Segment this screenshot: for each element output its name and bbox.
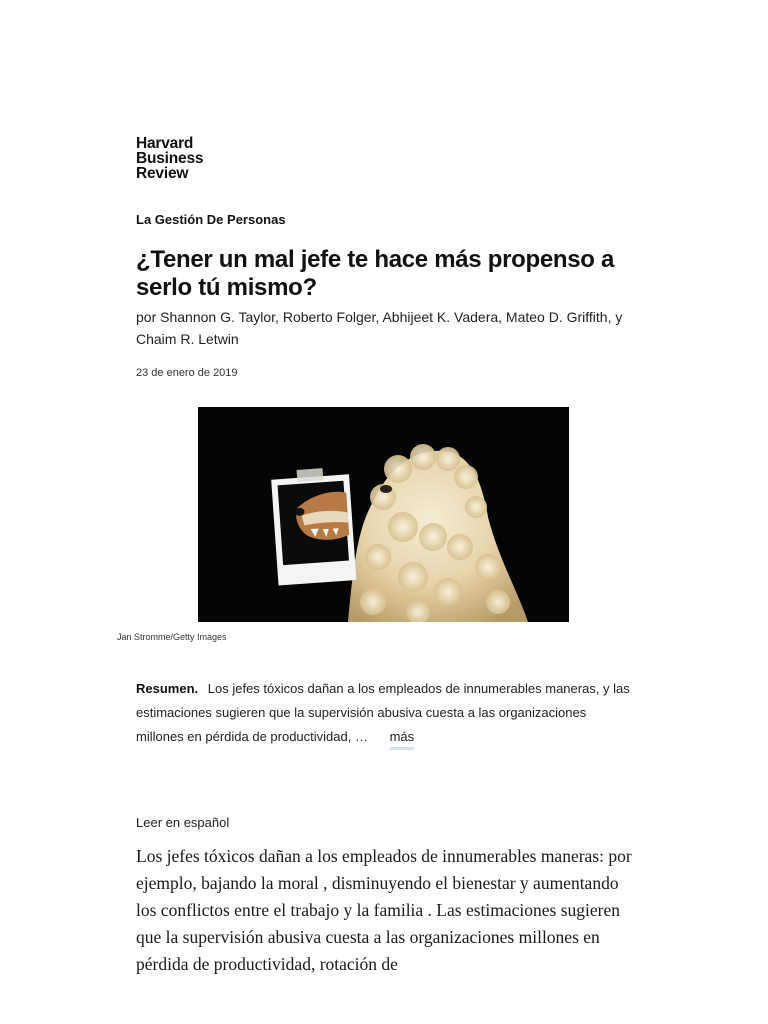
sheep-with-wolf-photo-illustration: [198, 407, 569, 622]
summary-text: Los jefes tóxicos dañan a los empleados de innumerables maneras, y las estimaciones sugieren que la supervisión abusiva cuesta a las organizaciones millones en pérdida de productividad, …: [136, 681, 630, 744]
publication-date: 23 de enero de 2019: [136, 367, 238, 379]
article-title: ¿Tener un mal jefe te hace más propenso a serlo tú mismo?: [136, 246, 615, 301]
image-credit: Jan Stromme/Getty Images: [117, 632, 227, 642]
summary-label: Resumen.: [136, 681, 199, 696]
logo-line-1: Harvard: [136, 135, 194, 152]
hero-image: [198, 407, 569, 622]
read-in-spanish-link[interactable]: Leer en español: [136, 815, 230, 830]
article-summary: [136, 677, 636, 750]
hbr-logo[interactable]: [136, 136, 203, 181]
logo-line-2: Business: [136, 150, 204, 167]
more-button[interactable]: más: [390, 727, 415, 750]
topic-link[interactable]: La Gestión De Personas: [136, 212, 286, 227]
logo-line-3: Review: [136, 165, 189, 182]
article-body-paragraph: Los jefes tóxicos dañan a los empleados de innumerables maneras: por ejemplo, bajando la moral , disminuyendo el bienestar y aumentando los conflictos entre el trabajo y la familia . Las estimaciones sugieren que la supervisión abusiva cuesta a las organizaciones millones en pérdida de productividad, rotación de: [136, 846, 632, 974]
article-byline: por Shannon G. Taylor, Roberto Folger, Abhijeet K. Vadera, Mateo D. Griffith, y Chaim R. Letwin: [136, 309, 623, 347]
